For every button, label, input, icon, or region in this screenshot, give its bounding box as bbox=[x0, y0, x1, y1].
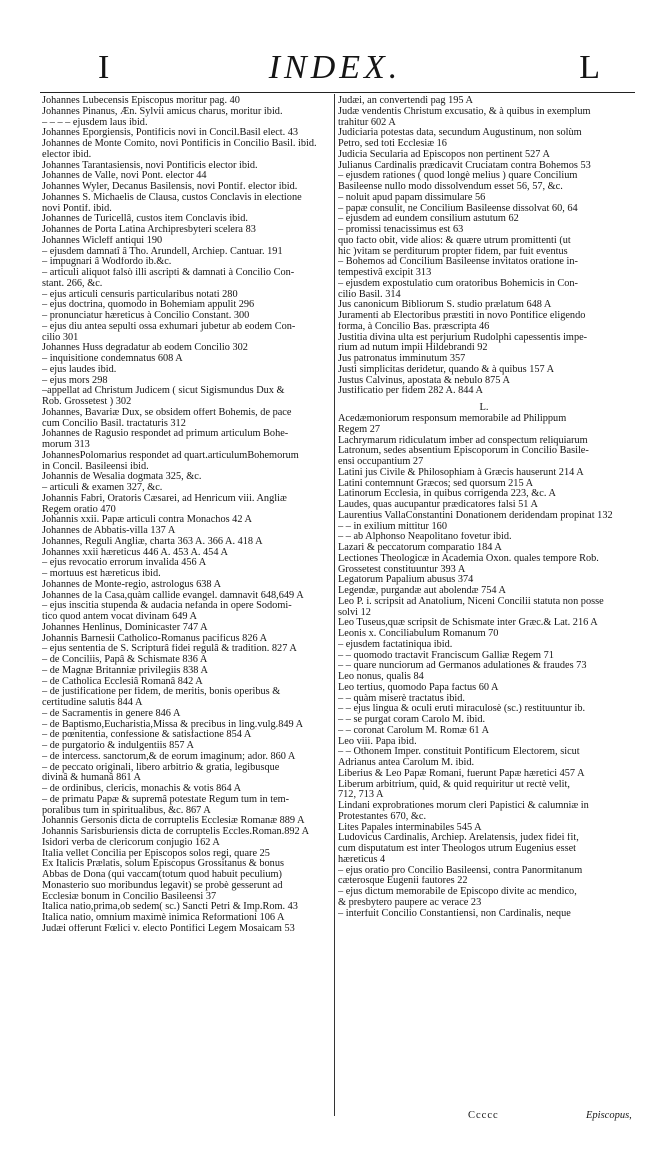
index-entry: Latinorum Ecclesia, in quibus corrigenda 223, &c. A bbox=[338, 489, 556, 500]
index-entry: cilio 301 bbox=[42, 332, 79, 343]
index-entry: Johannes xxii hæreticus 446 A. 453 A. 454 A bbox=[42, 547, 228, 558]
index-entry: cum Concilio Basil. tractaturis 312 bbox=[42, 418, 186, 429]
index-entry: Monasterio suo moribundus legavit) se probè gesserunt ad bbox=[42, 880, 283, 891]
index-entry: Johannes, Reguli Angliæ, charta 363 A. 366 A. 418 A bbox=[42, 536, 263, 547]
catchword: Episcopus, bbox=[586, 1110, 632, 1121]
index-entry: Johannes de Turicellâ, custos item Conclavis ibid. bbox=[42, 214, 248, 225]
index-entry: – de Baptismo,Eucharistia,Missa & precibus in ling.vulg.849 A bbox=[42, 719, 304, 730]
index-entry: Rob. Grossetest ) 302 bbox=[42, 397, 132, 407]
index-entry: forma, à Concilio Bas. præscripta 46 bbox=[338, 321, 490, 332]
index-entry: – ejus inscitia stupenda & audacia nefanda in opere Sodomi- bbox=[42, 601, 292, 612]
index-entry: Latini jus Civile & Philosophiam à Græcis hauserunt 214 A bbox=[338, 467, 584, 478]
index-entry: L. bbox=[479, 402, 489, 413]
index-entry: Johannes de la Casa,quàm callide evangel. damnavit 648,649 A bbox=[42, 590, 304, 601]
index-entry: – – in exilium mittitur 160 bbox=[338, 521, 447, 532]
index-entry: quo facto obit, vide alios: & quære utrum promittenti (ut bbox=[338, 235, 571, 246]
index-entry: – ejus oratio pro Concilio Basileensi, contra Panormitanum bbox=[338, 865, 583, 876]
index-entry: Lindani exprobrationes morum cleri Papistici & calumniæ in bbox=[338, 801, 589, 811]
index-entry: – de Conciliis, Papâ & Schismate 836 A bbox=[42, 655, 208, 665]
index-entry: Basileense nullo modo dissolvendum esset 56, 57, &c. bbox=[338, 182, 563, 192]
index-entry: Adrianus antea Carolum M. ibid. bbox=[338, 758, 475, 768]
index-entry: hic )vitam se perditurum propter fidem, par fuit eventus bbox=[338, 246, 568, 257]
column-divider bbox=[334, 94, 335, 1116]
index-entry: – – quàm miserè tractatus ibid. bbox=[338, 693, 465, 704]
index-entry: – de Magnæ Britanniæ privilegiis 838 A bbox=[42, 665, 208, 676]
index-entry: – de Sacramentis in genere 846 A bbox=[42, 708, 181, 719]
index-entry: in Concil. Basileensi ibid. bbox=[42, 461, 149, 472]
index-entry: Lites Papales interminabiles 545 A bbox=[338, 822, 482, 833]
index-entry: & presbytero paupere ac verace 23 bbox=[338, 897, 482, 908]
index-entry: Legatorum Papalium abusus 374 bbox=[338, 575, 474, 586]
index-entry: – de primatu Papæ & supremâ potestate Regum tum in tem- bbox=[42, 794, 290, 805]
index-entry: Justificatio per fidem 282 A. 844 A bbox=[338, 386, 483, 397]
index-entry: Italica natio,prima,ob sedem( sc.) Sancti Petri & Imp.Rom. 43 bbox=[42, 902, 298, 913]
index-entry: Leonis x. Conciliabulum Romanum 70 bbox=[338, 629, 499, 639]
index-entry: Johannes Eporgiensis, Pontificis novi in Concil.Basil elect. 43 bbox=[42, 128, 299, 139]
index-entry: – de justificatione per fidem, de meritis, bonis operibus & bbox=[42, 687, 281, 698]
index-entry: Johannes, Bavariæ Dux, se obsidem offert Bohemis, de pace bbox=[42, 407, 292, 418]
index-entry: Ecclesiæ bonum in Concilio Basileensi 37 bbox=[42, 891, 217, 902]
index-entry: Johannis Sarisburiensis dicta de corruptelis Eccles.Roman.892 A bbox=[42, 827, 310, 837]
index-entry: Johannis Barnesii Catholico-Romanus pacificus 826 A bbox=[42, 633, 268, 644]
index-entry: – interfuit Concilio Constantiensi, non Cardinalis, neque bbox=[338, 908, 571, 919]
index-entry: hæreticus 4 bbox=[338, 854, 386, 865]
header-right-letter: L bbox=[579, 49, 600, 86]
index-entry: Italia vellet Concilia per Episcopos solos regi, quare 25 bbox=[42, 848, 270, 859]
index-entry: Abbas de Dona (qui vaccam(totum quod habuit peculium) bbox=[42, 870, 282, 880]
index-entry: Laurentius VallaConstantini Donationem deridendam propinat 132 bbox=[338, 510, 613, 521]
index-entry: – – ab Alphonso Neapolitano fovetur ibid. bbox=[338, 532, 512, 543]
page-header bbox=[40, 48, 630, 88]
index-entry: Acedæmoniorum responsum memorabile ad Philippum bbox=[338, 414, 567, 424]
index-entry: JohannesPolomarius respondet ad quart.articulumBohemorum bbox=[42, 450, 299, 461]
index-entry: – ejus laudes ibid. bbox=[42, 364, 117, 375]
index-entry: – ejus mors 298 bbox=[42, 375, 108, 386]
index-entry: Leo P. i. scripsit ad Anatolium, Niceni Concilii statuta non posse bbox=[338, 596, 604, 607]
index-entry: – ejus dictum memorabile de Episcopo divite ac mendico, bbox=[338, 887, 577, 897]
index-entry: Judicia Secularia ad Episcopos non pertinent 527 A bbox=[338, 149, 550, 160]
left-index-column bbox=[42, 96, 332, 935]
index-entry: – articuli aliquot falsò illi ascripti & damnati à Concilio Con- bbox=[42, 268, 295, 278]
index-entry: Johannes Tarantasiensis, novi Pontificis elector ibid. bbox=[42, 160, 258, 171]
index-entry: certitudine salutis 844 A bbox=[42, 698, 143, 708]
index-entry: Johannes de Abbatis-villa 137 A bbox=[42, 526, 176, 536]
index-entry: Judæi offerunt Fœlici v. electo Pontifici Legem Mosaicam 53 bbox=[42, 923, 295, 934]
index-entry: Judiciaria potestas data, secundum Augustinum, non solùm bbox=[338, 128, 582, 139]
index-entry: – papæ consulit, ne Concilium Basileense dissolvat 60, 64 bbox=[338, 203, 578, 214]
index-entry: –appellat ad Christum Judicem ( sicut Sigismundus Dux & bbox=[42, 386, 285, 397]
right-index-column bbox=[338, 96, 630, 919]
index-entry: Jus canonicum Bibliorum S. studio prælatum 648 A bbox=[338, 300, 552, 311]
index-entry: Lectiones Theologicæ in Academia Oxon. quales tempore Rob. bbox=[338, 553, 599, 564]
index-entry: Johannes Wyler, Decanus Basilensis, novi Pontif. elector ibid. bbox=[42, 182, 298, 192]
index-entry: – de ordinibus, clericis, monachis & votis 864 A bbox=[42, 784, 242, 794]
index-entry: Justus Calvinus, apostata & nebulo 875 A bbox=[338, 375, 510, 386]
index-entry: Johannis Fabri, Oratoris Cæsarei, ad Henricum viii. Angliæ bbox=[42, 493, 287, 504]
header-left-letter: I bbox=[98, 49, 110, 86]
index-entry: Johannes Pinanus, Æn. Sylvii amicus charus, moritur ibid. bbox=[42, 106, 283, 117]
index-entry: Judæi, an convertendi pag 195 A bbox=[338, 96, 473, 106]
index-entry: – de purgatorio & indulgentiis 857 A bbox=[42, 741, 194, 751]
index-entry: – – ejus lingua & oculi eruti miraculosè (sc.) restituuntur ib. bbox=[338, 704, 586, 715]
index-entry: – ejusdem ad eundem consilium astutum 62 bbox=[338, 214, 519, 225]
index-entry: – pronunciatur hæreticus à Concilio Constant. 300 bbox=[42, 311, 250, 321]
index-entry: – de pœnitentia, confessione & satisfactione 854 A bbox=[42, 730, 252, 741]
index-entry: Liberius & Leo Papæ Romani, fuerunt Papæ hæretici 457 A bbox=[338, 768, 585, 779]
index-entry: Johannes S. Michaelis de Clausa, custos Conclavis in electione bbox=[42, 192, 302, 203]
index-entry: Leo viii. Papa ibid. bbox=[338, 736, 417, 747]
index-entry: Johannes Henlinus, Dominicaster 747 A bbox=[42, 622, 208, 633]
index-entry: Johannis Gersonis dicta de corruptelis Ecclesiæ Romanæ 889 A bbox=[42, 816, 305, 827]
index-entry: Legendæ, purgandæ aut abolendæ 754 A bbox=[338, 586, 506, 596]
index-entry: elector ibid. bbox=[42, 149, 92, 160]
index-entry: 712, 713 A bbox=[338, 790, 384, 801]
index-entry: Liberum arbitrium, quid, & quid requiritur ut rectè velit, bbox=[338, 779, 570, 790]
index-entry: – de Catholica Ecclesiâ Romanâ 842 A bbox=[42, 676, 203, 687]
index-entry: – – quomodo tractavit Franciscum Galliæ Regem 71 bbox=[338, 650, 554, 661]
index-entry: Johannes de Ragusio respondet ad primum articulum Bohe- bbox=[42, 429, 289, 440]
index-entry: cilio Basil. 314 bbox=[338, 289, 401, 300]
index-entry: – ejus articuli censuris particularibus notati 280 bbox=[42, 289, 238, 300]
index-entry: Regem 27 bbox=[338, 424, 381, 435]
index-entry: Johannis xxii. Papæ articuli contra Monachos 42 A bbox=[42, 515, 252, 526]
header-rule bbox=[40, 92, 635, 93]
index-entry: Grossetest constituuntur 393 A bbox=[338, 564, 466, 575]
index-entry: Ludovicus Cardinalis, Archiep. Arelatensis, judex fidei fit, bbox=[338, 833, 579, 844]
index-entry: Isidori verba de clericorum conjugio 162 A bbox=[42, 837, 220, 848]
index-entry: Julianus Cardinalis prædicavit Cruciatam contra Bohemos 53 bbox=[338, 160, 591, 171]
index-entry: Johannes de Monte Comito, novi Pontificis in Concilio Basil. ibid. bbox=[42, 139, 317, 149]
index-entry: – – se purgat coram Carolo M. ibid. bbox=[338, 715, 486, 725]
index-entry: Latronum, sedes absentium Episcoporum in Concilio Basile- bbox=[338, 446, 589, 457]
index-entry: – de peccato originali, libero arbitrio & gratia, legibusque bbox=[42, 762, 280, 773]
index-entry: – ejusdem rationes ( quod longè melius ) quare Concilium bbox=[338, 171, 578, 182]
index-entry: Italica natio, omnium maximè inimica Reformationi 106 A bbox=[42, 913, 285, 923]
index-entry: Latini contemnunt Græcos; sed quorsum 215 A bbox=[338, 478, 534, 489]
index-entry: stant. 266, &c. bbox=[42, 278, 103, 289]
index-entry: – promissi tenacissimus est 63 bbox=[338, 225, 464, 235]
index-entry: – impugnari â Wodfordo ib.&c. bbox=[42, 257, 172, 268]
index-entry: – ejusdem factatiniqua ibid. bbox=[338, 639, 453, 650]
index-entry: – de intercess. sanctorum,& de eorum imaginum; ador. 860 A bbox=[42, 751, 296, 762]
index-entry: trahitur 602 A bbox=[338, 117, 396, 128]
index-entry: Johannes de Valle, novi Pont. elector 44 bbox=[42, 171, 207, 182]
index-entry: – ejus doctrina, quomodo in Bohemiam appulit 296 bbox=[42, 300, 255, 311]
index-entry: – ejus revocatio errorum invalida 456 A bbox=[42, 558, 207, 569]
index-entry: – Bohemos ad Concilium Basileense invitatos oratione in- bbox=[338, 257, 578, 268]
index-entry: Johannis de Wesalia dogmata 325, &c. bbox=[42, 472, 202, 483]
index-entry: morum 313 bbox=[42, 440, 90, 450]
index-entry: Petro, sed toti Ecclesiæ 16 bbox=[338, 139, 447, 149]
index-entry: tico quod antem vocat divinam 649 A bbox=[42, 612, 197, 622]
index-entry: poralibus tum in spiritualibus, &c. 867 A bbox=[42, 805, 211, 816]
index-entry: ensi occupantium 27 bbox=[338, 457, 424, 467]
index-entry: – ejus sententia de S. Scripturâ fidei regulâ & tradition. 827 A bbox=[42, 644, 297, 655]
index-entry: Leo tertius, quomodo Papa factus 60 A bbox=[338, 682, 499, 693]
index-entry: Laudes, quas aucupantur prædicatores falsi 51 A bbox=[338, 500, 538, 510]
index-entry: novi Pontif. ibid. bbox=[42, 203, 112, 214]
index-entry: – – quare nunciorum ad Germanos adulationes & fraudes 73 bbox=[338, 661, 587, 672]
index-entry: Ex Italicis Prælatis, solum Episcopus Grossitanus & bonus bbox=[42, 859, 284, 870]
index-entry: – mortuus est hæreticus ibid. bbox=[42, 569, 161, 579]
index-entry: Regem oratio 470 bbox=[42, 504, 116, 515]
index-entry: tempestivâ excipit 313 bbox=[338, 268, 432, 278]
index-entry: Protestantes 670, &c. bbox=[338, 811, 427, 822]
index-entry: Juramenti ab Electoribus præstiti in novo Pontifice eligendo bbox=[338, 311, 586, 321]
index-entry: Johannes Huss degradatur ab eodem Concilio 302 bbox=[42, 343, 248, 354]
index-entry: Leo nonus, qualis 84 bbox=[338, 672, 424, 682]
index-entry: – – – – ejusdem laus ibid. bbox=[42, 117, 148, 128]
index-entry: Johannes Lubecensis Episcopus moritur pag. 40 bbox=[42, 96, 240, 106]
index-entry: cum disputatum est inter Theologos utrum Eugenius esset bbox=[338, 844, 577, 854]
index-entry: – ejusdem expostulatio cum oratoribus Bohemicis in Con- bbox=[338, 278, 578, 289]
index-entry: Johannes Wicleff antiqui 190 bbox=[42, 235, 163, 246]
index-entry: Lazari & peccatorum comparatio 184 A bbox=[338, 543, 502, 553]
index-entry: solvi 12 bbox=[338, 607, 371, 618]
index-entry: cæterosque Eugenii fautores 22 bbox=[338, 876, 468, 887]
index-entry: – articuli & examen 327, &c. bbox=[42, 483, 163, 493]
index-entry: – – Othonem Imper. constituit Pontificum Electorem, sicut bbox=[338, 747, 580, 758]
index-entry: – inquisitione condemnatus 608 A bbox=[42, 354, 183, 364]
index-entry: Justitia divina ulta est perjurium Rudolphi capessentis impe- bbox=[338, 332, 588, 343]
index-entry: Lachrymarum ridiculatum imber ad conspectum reliquiarum bbox=[338, 435, 588, 446]
index-entry: Jus patronatus imminutum 357 bbox=[338, 354, 466, 364]
page-title: INDEX. bbox=[268, 49, 402, 86]
index-entry: – ejus diu antea sepulti ossa exhumari jubetur ab eodem Con- bbox=[42, 321, 296, 332]
index-entry: Leo Tuseus,quæ scripsit de Schismate inter Græc.& Lat. 216 A bbox=[338, 618, 598, 629]
index-entry: – ejusdem damnatî â Tho. Arundell, Archiep. Cantuar. 191 bbox=[42, 246, 283, 257]
index-entry: – noluit apud papam dissimulare 56 bbox=[338, 192, 486, 203]
index-entry: Johannes de Porta Latina Archipresbyteri scelera 83 bbox=[42, 225, 256, 235]
index-entry: divinâ & humanâ 861 A bbox=[42, 773, 141, 784]
index-entry: Justi simplicitas deridetur, quando & à quibus 157 A bbox=[338, 364, 555, 375]
index-entry: Johannes de Monte-regio, astrologus 638 A bbox=[42, 579, 222, 590]
index-entry: Judæ vendentis Christum excusatio, & à quibus in exemplum bbox=[338, 106, 591, 117]
index-entry: – – coronat Carolum M. Romæ 61 A bbox=[338, 725, 490, 736]
signature-mark: Ccccc bbox=[468, 1110, 499, 1121]
index-entry: rium ad nutum impii Hildebrandi 92 bbox=[338, 343, 488, 354]
